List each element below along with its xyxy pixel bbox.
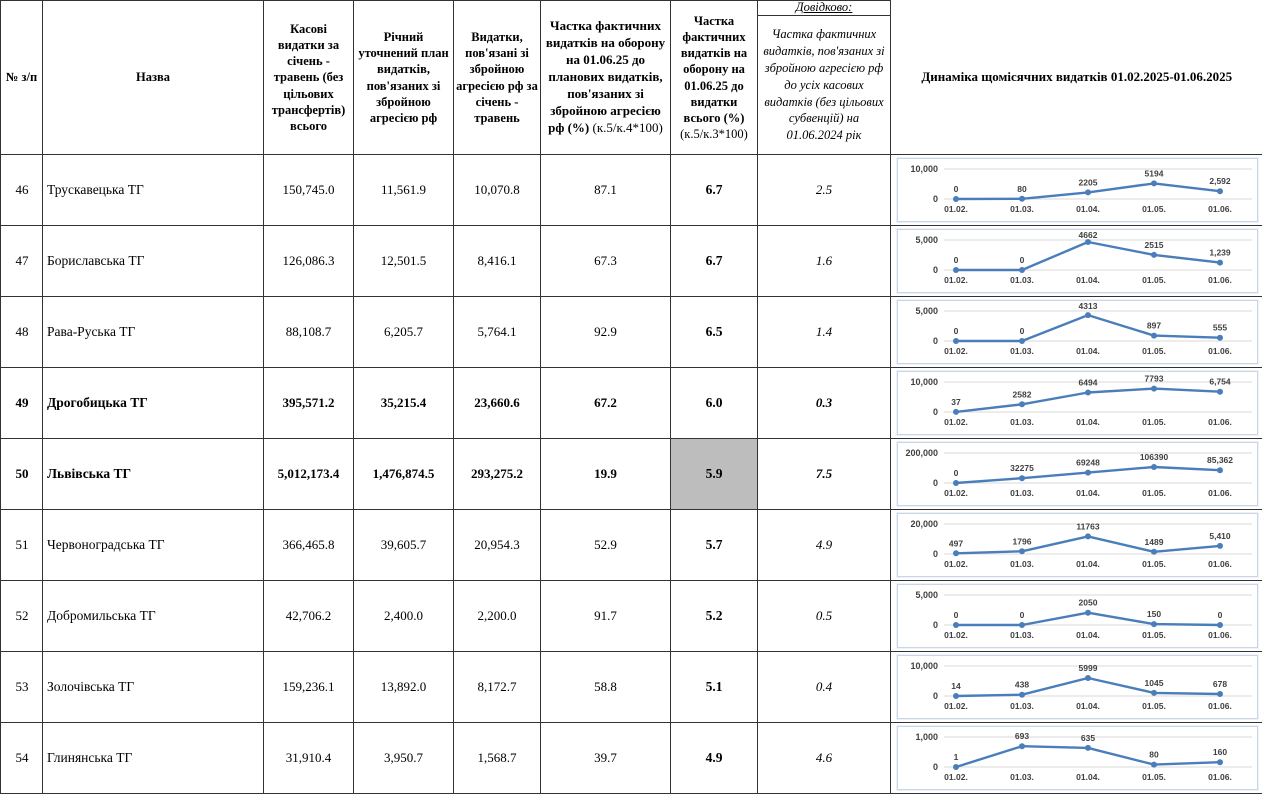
annual-plan: 2,400.0: [354, 581, 454, 652]
x-axis-tick-label: 01.06.: [1208, 488, 1232, 498]
data-point-marker: [1019, 401, 1025, 407]
sparkline-chart: [898, 301, 1258, 363]
x-axis-tick-label: 01.02.: [944, 630, 968, 640]
data-point-marker: [1019, 692, 1025, 698]
annual-plan: 1,476,874.5: [354, 439, 454, 510]
sparkline-chart: [898, 727, 1258, 789]
data-point-label: 5999: [1079, 663, 1098, 673]
table-row: [1, 226, 1262, 297]
x-axis-tick-label: 01.03.: [1010, 630, 1034, 640]
share-of-plan: 67.3: [541, 226, 671, 297]
x-axis-tick-label: 01.02.: [944, 772, 968, 782]
data-point-label: 5,410: [1209, 531, 1231, 541]
x-axis-tick-label: 01.05.: [1142, 204, 1166, 214]
monthly-dynamics-cell: [891, 297, 1262, 368]
data-point-label: 438: [1015, 680, 1029, 690]
table-row: [1, 297, 1262, 368]
data-point-marker: [1085, 675, 1091, 681]
y-axis-max-label: 20,000: [910, 519, 938, 529]
territory-name: Трускавецька ТГ: [43, 155, 264, 226]
share-of-plan: 91.7: [541, 581, 671, 652]
data-point-label: 85,362: [1207, 455, 1233, 465]
territory-name: Львівська ТГ: [43, 439, 264, 510]
cash-expenditures: 366,465.8: [264, 510, 354, 581]
x-axis-tick-label: 01.02.: [944, 346, 968, 356]
row-number: 52: [1, 581, 43, 652]
data-point-label: 0: [954, 468, 959, 478]
table-row: [1, 652, 1262, 723]
chart-box: [897, 371, 1258, 435]
y-axis-max-label: 200,000: [905, 448, 938, 458]
x-axis-tick-label: 01.03.: [1010, 701, 1034, 711]
data-point-marker: [1085, 745, 1091, 751]
y-axis-zero-label: 0: [933, 336, 938, 346]
y-axis-zero-label: 0: [933, 194, 938, 204]
y-axis-max-label: 1,000: [915, 732, 938, 742]
x-axis-tick-label: 01.03.: [1010, 559, 1034, 569]
data-point-marker: [1085, 534, 1091, 540]
data-point-label: 0: [1020, 610, 1025, 620]
war-expenditures: 5,764.1: [454, 297, 541, 368]
x-axis-tick-label: 01.05.: [1142, 417, 1166, 427]
cash-expenditures: 42,706.2: [264, 581, 354, 652]
x-axis-tick-label: 01.02.: [944, 204, 968, 214]
y-axis-zero-label: 0: [933, 265, 938, 275]
data-point-marker: [1217, 260, 1223, 266]
data-point-marker: [1217, 188, 1223, 194]
data-point-marker: [953, 338, 959, 344]
cash-expenditures: 31,910.4: [264, 723, 354, 794]
sparkline-chart: [898, 656, 1258, 718]
y-axis-max-label: 10,000: [910, 164, 938, 174]
monthly-dynamics-cell: [891, 510, 1262, 581]
header-row-number: № з/п: [1, 1, 43, 155]
data-point-label: 2515: [1145, 240, 1164, 250]
share-of-total: 5.7: [671, 510, 758, 581]
header-share-of-total-formula: (к.5/к.3*100): [680, 127, 748, 141]
x-axis-tick-label: 01.03.: [1010, 346, 1034, 356]
data-point-marker: [953, 550, 959, 556]
territory-name: Рава-Руська ТГ: [43, 297, 264, 368]
cash-expenditures: 395,571.2: [264, 368, 354, 439]
data-point-label: 150: [1147, 609, 1161, 619]
x-axis-tick-label: 01.05.: [1142, 772, 1166, 782]
data-point-marker: [1019, 267, 1025, 273]
y-axis-max-label: 5,000: [915, 235, 938, 245]
war-expenditures: 8,416.1: [454, 226, 541, 297]
data-point-label: 0: [1020, 255, 1025, 265]
x-axis-tick-label: 01.04.: [1076, 630, 1100, 640]
data-point-label: 37: [951, 397, 961, 407]
data-point-marker: [1217, 691, 1223, 697]
row-number: 50: [1, 439, 43, 510]
monthly-dynamics-cell: [891, 581, 1262, 652]
share-of-total: 4.9: [671, 723, 758, 794]
data-point-label: 80: [1017, 184, 1027, 194]
sparkline-chart: [898, 443, 1258, 505]
data-point-label: 2050: [1079, 598, 1098, 608]
header-share-of-total: [671, 1, 758, 155]
reference-share-2024: 1.6: [758, 226, 891, 297]
x-axis-tick-label: 01.06.: [1208, 701, 1232, 711]
war-expenditures: 10,070.8: [454, 155, 541, 226]
data-point-marker: [1019, 338, 1025, 344]
reference-share-2024: 4.9: [758, 510, 891, 581]
table-row: [1, 368, 1262, 439]
cash-expenditures: 88,108.7: [264, 297, 354, 368]
data-point-label: 2,592: [1209, 176, 1231, 186]
x-axis-tick-label: 01.05.: [1142, 346, 1166, 356]
chart-box: [897, 584, 1258, 648]
annual-plan: 11,561.9: [354, 155, 454, 226]
x-axis-tick-label: 01.04.: [1076, 772, 1100, 782]
x-axis-tick-label: 01.06.: [1208, 275, 1232, 285]
war-expenditures: 23,660.6: [454, 368, 541, 439]
cash-expenditures: 126,086.3: [264, 226, 354, 297]
monthly-dynamics-cell: [891, 723, 1262, 794]
data-point-marker: [1151, 252, 1157, 258]
sparkline-chart: [898, 585, 1258, 647]
header-row: [1, 1, 1262, 155]
data-point-label: 1,239: [1209, 248, 1231, 258]
share-of-total: 6.0: [671, 368, 758, 439]
data-point-label: 1489: [1145, 537, 1164, 547]
cash-expenditures: 159,236.1: [264, 652, 354, 723]
territory-name: Золочівська ТГ: [43, 652, 264, 723]
war-expenditures: 20,954.3: [454, 510, 541, 581]
data-point-marker: [1085, 470, 1091, 476]
x-axis-tick-label: 01.06.: [1208, 346, 1232, 356]
territory-name: Дрогобицька ТГ: [43, 368, 264, 439]
x-axis-tick-label: 01.05.: [1142, 630, 1166, 640]
row-number: 49: [1, 368, 43, 439]
data-point-marker: [1151, 464, 1157, 470]
chart-box: [897, 442, 1258, 506]
share-of-plan: 19.9: [541, 439, 671, 510]
data-point-label: 32275: [1010, 463, 1034, 473]
x-axis-tick-label: 01.04.: [1076, 488, 1100, 498]
x-axis-tick-label: 01.03.: [1010, 204, 1034, 214]
header-share-of-plan-formula: (к.5/к.4*100): [592, 120, 662, 135]
table-body: [1, 155, 1262, 794]
annual-plan: 12,501.5: [354, 226, 454, 297]
share-of-total: 6.5: [671, 297, 758, 368]
data-point-marker: [1019, 196, 1025, 202]
data-point-marker: [1217, 467, 1223, 473]
x-axis-tick-label: 01.02.: [944, 417, 968, 427]
header-war-expenditures: Видатки, пов'язані зі збройною агресією рф за січень - травень: [454, 1, 541, 155]
war-expenditures: 8,172.7: [454, 652, 541, 723]
data-point-label: 1796: [1013, 536, 1032, 546]
share-of-plan: 92.9: [541, 297, 671, 368]
x-axis-tick-label: 01.04.: [1076, 559, 1100, 569]
data-line: [956, 242, 1220, 270]
x-axis-tick-label: 01.06.: [1208, 559, 1232, 569]
share-of-total: 5.1: [671, 652, 758, 723]
data-point-label: 6494: [1079, 378, 1098, 388]
territory-name: Червоноградська ТГ: [43, 510, 264, 581]
x-axis-tick-label: 01.02.: [944, 559, 968, 569]
data-point-label: 678: [1213, 679, 1227, 689]
territory-name: Глинянська ТГ: [43, 723, 264, 794]
data-point-marker: [953, 764, 959, 770]
war-expenditures: 2,200.0: [454, 581, 541, 652]
share-of-plan: 39.7: [541, 723, 671, 794]
header-monthly-dynamics: Динаміка щомісячних видатків 01.02.2025-01.06.2025: [891, 1, 1262, 155]
data-point-marker: [953, 693, 959, 699]
y-axis-zero-label: 0: [933, 407, 938, 417]
x-axis-tick-label: 01.03.: [1010, 488, 1034, 498]
share-of-plan: 52.9: [541, 510, 671, 581]
data-point-label: 1045: [1145, 678, 1164, 688]
y-axis-max-label: 10,000: [910, 377, 938, 387]
table-row: [1, 510, 1262, 581]
row-number: 53: [1, 652, 43, 723]
share-of-total: 5.9: [671, 439, 758, 510]
data-point-label: 0: [1218, 610, 1223, 620]
data-point-marker: [1019, 622, 1025, 628]
reference-share-2024: 7.5: [758, 439, 891, 510]
data-point-label: 4662: [1079, 230, 1098, 240]
x-axis-tick-label: 01.06.: [1208, 630, 1232, 640]
monthly-dynamics-cell: [891, 368, 1262, 439]
cash-expenditures: 5,012,173.4: [264, 439, 354, 510]
y-axis-zero-label: 0: [933, 478, 938, 488]
data-point-label: 5194: [1145, 169, 1164, 179]
data-point-label: 0: [954, 610, 959, 620]
data-point-marker: [1085, 610, 1091, 616]
header-share-of-plan-text: Частка фактичних видатків на оборону на 01.06.25 до планових видатків, пов'язаних зі збройною агресією рф (%): [546, 18, 665, 134]
data-point-marker: [1151, 621, 1157, 627]
annual-plan: 6,205.7: [354, 297, 454, 368]
sparkline-chart: [898, 514, 1258, 576]
y-axis-max-label: 10,000: [910, 661, 938, 671]
data-point-label: 0: [954, 255, 959, 265]
chart-box: [897, 513, 1258, 577]
data-point-label: 897: [1147, 321, 1161, 331]
y-axis-zero-label: 0: [933, 762, 938, 772]
annual-plan: 13,892.0: [354, 652, 454, 723]
table-row: [1, 723, 1262, 794]
data-point-marker: [953, 480, 959, 486]
y-axis-max-label: 5,000: [915, 590, 938, 600]
data-point-label: 4313: [1079, 301, 1098, 311]
reference-share-2024: 4.6: [758, 723, 891, 794]
y-axis-zero-label: 0: [933, 691, 938, 701]
header-annual-plan: Річний уточнений план видатків, пов'язаних зі збройною агресією рф: [354, 1, 454, 155]
data-point-label: 106390: [1140, 452, 1169, 462]
x-axis-tick-label: 01.06.: [1208, 204, 1232, 214]
territory-name: Добромильська ТГ: [43, 581, 264, 652]
table-row: [1, 439, 1262, 510]
war-expenditures: 1,568.7: [454, 723, 541, 794]
reference-share-2024: 0.3: [758, 368, 891, 439]
data-point-label: 693: [1015, 731, 1029, 741]
data-point-marker: [953, 409, 959, 415]
data-point-marker: [1085, 190, 1091, 196]
data-point-marker: [1019, 743, 1025, 749]
territory-name: Бориславська ТГ: [43, 226, 264, 297]
data-point-label: 0: [1020, 326, 1025, 336]
reference-share-2024: 2.5: [758, 155, 891, 226]
data-point-label: 555: [1213, 323, 1227, 333]
data-point-marker: [1151, 549, 1157, 555]
row-number: 46: [1, 155, 43, 226]
data-point-marker: [1217, 389, 1223, 395]
data-point-marker: [1019, 548, 1025, 554]
x-axis-tick-label: 01.03.: [1010, 417, 1034, 427]
header-share-of-total-text: Частка фактичних видатків на оборону на 01.06.25 до видатки всього (%): [681, 14, 747, 126]
x-axis-tick-label: 01.02.: [944, 488, 968, 498]
data-point-label: 0: [954, 184, 959, 194]
x-axis-tick-label: 01.02.: [944, 701, 968, 711]
chart-box: [897, 300, 1258, 364]
reference-share-2024: 1.4: [758, 297, 891, 368]
chart-box: [897, 655, 1258, 719]
data-point-marker: [1151, 690, 1157, 696]
x-axis-tick-label: 01.05.: [1142, 488, 1166, 498]
share-of-total: 6.7: [671, 226, 758, 297]
data-point-label: 1: [954, 752, 959, 762]
x-axis-tick-label: 01.03.: [1010, 275, 1034, 285]
chart-box: [897, 726, 1258, 790]
monthly-dynamics-cell: [891, 155, 1262, 226]
header-share-of-plan: [541, 1, 671, 155]
row-number: 47: [1, 226, 43, 297]
data-point-marker: [953, 196, 959, 202]
header-cash-expenditures: Касові видатки за січень - травень (без цільових трансфертів) всього: [264, 1, 354, 155]
header-reference: [758, 1, 891, 155]
data-line: [956, 315, 1220, 341]
data-point-label: 2205: [1079, 178, 1098, 188]
x-axis-tick-label: 01.04.: [1076, 275, 1100, 285]
data-point-label: 0: [954, 326, 959, 336]
row-number: 51: [1, 510, 43, 581]
x-axis-tick-label: 01.04.: [1076, 701, 1100, 711]
sparkline-chart: [898, 230, 1258, 292]
row-number: 54: [1, 723, 43, 794]
data-point-label: 497: [949, 538, 963, 548]
header-territory-name: Назва: [43, 1, 264, 155]
data-point-marker: [1151, 333, 1157, 339]
data-point-marker: [953, 267, 959, 273]
annual-plan: 3,950.7: [354, 723, 454, 794]
reference-description: Частка фактичних видатків, пов'язаних зі збройною агресією рф до усіх касових видатків (без цільових субвенцій) на 01.06.2024 рік: [758, 16, 890, 154]
data-point-label: 7793: [1145, 374, 1164, 384]
x-axis-tick-label: 01.05.: [1142, 275, 1166, 285]
data-point-marker: [1085, 312, 1091, 318]
data-point-label: 69248: [1076, 458, 1100, 468]
data-point-label: 80: [1149, 750, 1159, 760]
x-axis-tick-label: 01.04.: [1076, 417, 1100, 427]
data-point-label: 14: [951, 681, 961, 691]
chart-box: [897, 158, 1258, 222]
data-point-marker: [1151, 181, 1157, 187]
data-point-label: 11763: [1076, 522, 1099, 532]
data-point-marker: [1217, 759, 1223, 765]
row-number: 48: [1, 297, 43, 368]
data-point-label: 635: [1081, 733, 1095, 743]
share-of-plan: 58.8: [541, 652, 671, 723]
table-row: [1, 581, 1262, 652]
y-axis-zero-label: 0: [933, 549, 938, 559]
annual-plan: 39,605.7: [354, 510, 454, 581]
x-axis-tick-label: 01.03.: [1010, 772, 1034, 782]
y-axis-zero-label: 0: [933, 620, 938, 630]
data-point-label: 2582: [1013, 389, 1032, 399]
share-of-total: 5.2: [671, 581, 758, 652]
chart-box: [897, 229, 1258, 293]
monthly-dynamics-cell: [891, 439, 1262, 510]
x-axis-tick-label: 01.06.: [1208, 772, 1232, 782]
monthly-dynamics-cell: [891, 226, 1262, 297]
share-of-plan: 67.2: [541, 368, 671, 439]
reference-label: Довідково:: [758, 1, 890, 16]
data-point-marker: [1151, 386, 1157, 392]
sparkline-chart: [898, 159, 1258, 221]
x-axis-tick-label: 01.04.: [1076, 346, 1100, 356]
share-of-plan: 87.1: [541, 155, 671, 226]
x-axis-tick-label: 01.04.: [1076, 204, 1100, 214]
sparkline-chart: [898, 372, 1258, 434]
data-point-marker: [1217, 335, 1223, 341]
data-point-marker: [1019, 475, 1025, 481]
war-expenditures: 293,275.2: [454, 439, 541, 510]
data-point-marker: [1151, 762, 1157, 768]
x-axis-tick-label: 01.05.: [1142, 559, 1166, 569]
data-point-marker: [1217, 622, 1223, 628]
reference-share-2024: 0.4: [758, 652, 891, 723]
data-point-label: 6,754: [1209, 377, 1231, 387]
data-point-marker: [1085, 390, 1091, 396]
cash-expenditures: 150,745.0: [264, 155, 354, 226]
monthly-dynamics-cell: [891, 652, 1262, 723]
x-axis-tick-label: 01.05.: [1142, 701, 1166, 711]
data-point-label: 160: [1213, 747, 1227, 757]
x-axis-tick-label: 01.02.: [944, 275, 968, 285]
y-axis-max-label: 5,000: [915, 306, 938, 316]
reference-share-2024: 0.5: [758, 581, 891, 652]
share-of-total: 6.7: [671, 155, 758, 226]
annual-plan: 35,215.4: [354, 368, 454, 439]
data-point-marker: [1217, 543, 1223, 549]
table-row: [1, 155, 1262, 226]
x-axis-tick-label: 01.06.: [1208, 417, 1232, 427]
data-point-marker: [953, 622, 959, 628]
